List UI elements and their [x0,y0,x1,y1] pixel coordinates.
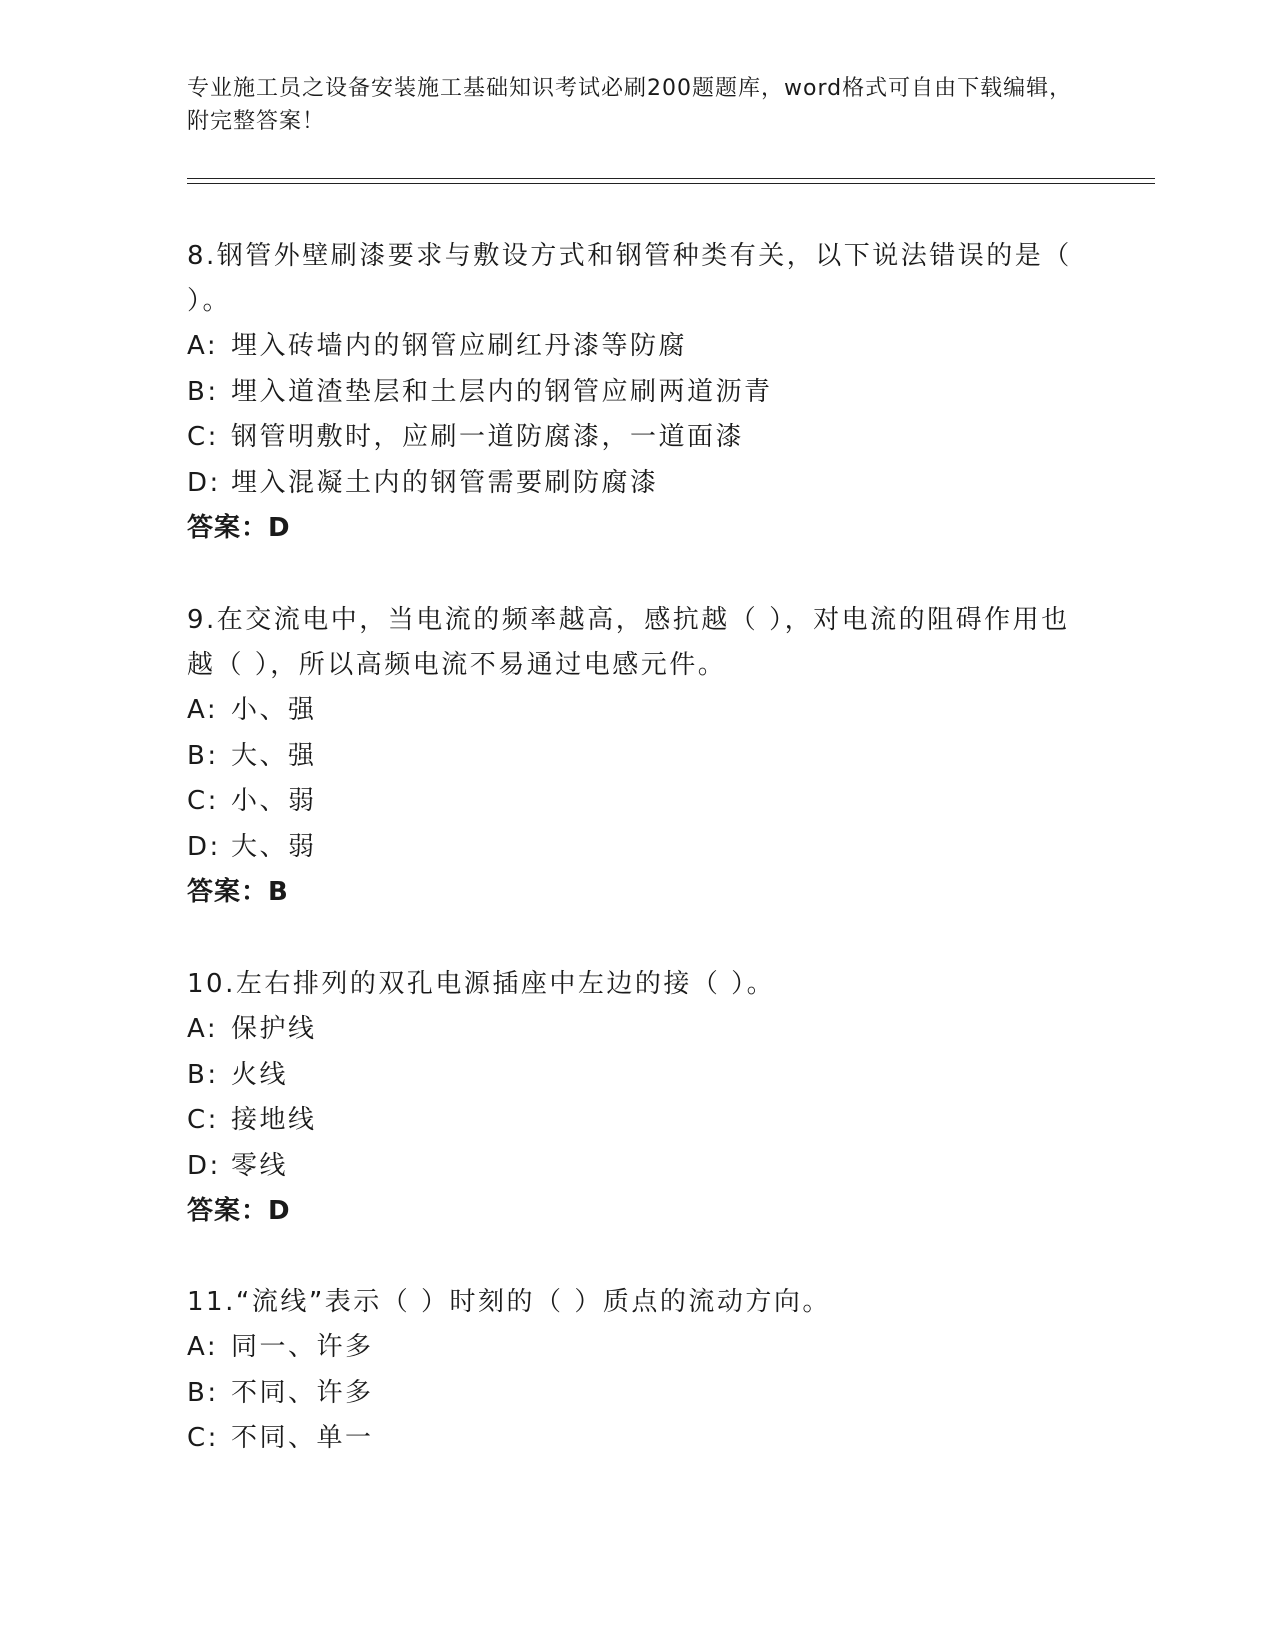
option-text: 大、弱 [231,831,317,862]
option-key: B: [187,376,219,407]
option-text: 埋入道渣垫层和土层内的钢管应刷两道沥青 [231,376,773,407]
option-d [187,1144,1087,1190]
option-a [187,1325,1087,1371]
option-key: C: [187,1105,219,1135]
question-11 [187,1280,1087,1462]
option-text: 零线 [231,1150,289,1181]
option-text: 大、强 [231,740,317,771]
option-text: 小、弱 [231,786,317,816]
option-key: C: [187,1423,219,1453]
option-text: 同一、许多 [231,1332,374,1362]
option-c [187,779,1087,825]
answer-line: 答案：D [187,1196,291,1226]
option-b [187,1053,1087,1099]
option-text: 接地线 [231,1105,317,1135]
option-d [187,461,1087,507]
option-key: A: [187,695,219,725]
question-stem: 9.在交流电中，当电流的频率越高，感抗越（ ），对电流的阻碍作用也越（ ），所以高频电流不易通过电感元件。 [187,605,1070,680]
option-key: C: [187,422,219,452]
option-key: D: [187,467,221,498]
header-divider-top [187,178,1155,179]
option-text: 埋入砖墙内的钢管应刷红丹漆等防腐 [231,331,688,361]
option-c [187,1416,1087,1462]
option-b [187,370,1087,416]
question-stem: 11.“流线”表示（ ）时刻的（ ）质点的流动方向。 [187,1287,831,1317]
option-key: A: [187,1332,219,1362]
option-b [187,1371,1087,1417]
option-text: 保护线 [231,1014,317,1044]
option-text: 小、强 [231,695,317,725]
option-text: 钢管明敷时，应刷一道防腐漆，一道面漆 [231,422,745,452]
option-c [187,415,1087,461]
option-key: B: [187,1377,219,1408]
option-a [187,1007,1087,1053]
option-key: B: [187,740,219,771]
document-header-title: 专业施工员之设备安装施工基础知识考试必刷200题题库，word格式可自由下载编辑，附完整答案！ [187,76,1073,134]
option-text: 埋入混凝土内的钢管需要刷防腐漆 [231,467,659,498]
question-stem: 8.钢管外壁刷漆要求与敷设方式和钢管种类有关，以下说法错误的是（ ）。 [187,241,1072,316]
option-b [187,734,1087,780]
answer-line: 答案：B [187,877,289,907]
option-key: B: [187,1059,219,1090]
question-8 [187,234,1087,551]
option-key: D: [187,1150,221,1181]
option-key: C: [187,786,219,816]
question-9 [187,598,1087,915]
option-c [187,1098,1087,1144]
option-a [187,688,1087,734]
option-key: D: [187,831,221,862]
option-text: 不同、单一 [231,1423,374,1453]
option-key: A: [187,331,219,361]
question-10 [187,962,1087,1234]
header-divider-bottom [187,183,1155,184]
answer-line: 答案：D [187,513,291,543]
option-text: 不同、许多 [231,1377,374,1408]
option-a [187,324,1087,370]
option-text: 火线 [231,1059,289,1090]
option-key: A: [187,1014,219,1044]
option-d [187,825,1087,871]
question-stem: 10.左右排列的双孔电源插座中左边的接（ ）。 [187,969,776,999]
